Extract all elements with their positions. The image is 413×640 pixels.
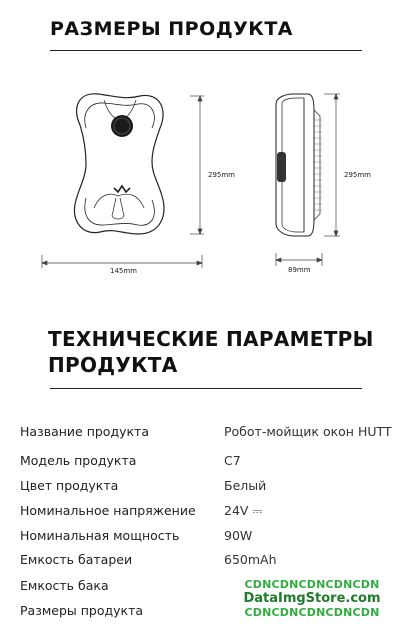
side-width-label: 89mm	[288, 266, 311, 274]
spec-row	[0, 503, 413, 527]
dimensions-diagram	[0, 70, 413, 290]
specs-title-line2: ПРОДУКТА	[48, 353, 178, 377]
side-width-dimension	[276, 253, 322, 266]
robot-front-view	[74, 94, 163, 234]
front-height-label: 295mm	[208, 171, 235, 179]
spec-label: Название продукта	[20, 424, 149, 439]
watermark-line2: DataImgStore.com	[243, 591, 381, 606]
watermark-line1: CDNCDNCDNCDNCDN	[244, 578, 380, 591]
spec-label: Номинальная мощность	[20, 528, 180, 543]
spec-row	[0, 453, 413, 477]
spec-value: C7	[224, 453, 241, 468]
robot-side-ribs	[314, 120, 322, 210]
dimensions-title: РАЗМЕРЫ ПРОДУКТА	[50, 18, 293, 40]
spec-row	[0, 552, 413, 576]
spec-label: Емкость батареи	[20, 552, 133, 567]
front-width-label: 145mm	[110, 267, 137, 275]
spec-label: Емкость бака	[20, 578, 109, 593]
spec-label: Размеры продукта	[20, 603, 144, 618]
side-height-label: 295mm	[344, 171, 371, 179]
specs-title-line1: ТЕХНИЧЕСКИЕ ПАРАМЕТРЫ	[48, 327, 374, 351]
robot-side-handle	[277, 152, 286, 182]
spec-label: Цвет продукта	[20, 478, 119, 493]
spec-value: Робот-мойщик окон HUTT	[224, 424, 392, 439]
spec-row	[0, 528, 413, 552]
title-underline	[50, 50, 362, 51]
watermark	[232, 578, 392, 619]
spec-value: 24V ⎓	[224, 503, 263, 518]
spec-value: Белый	[224, 478, 267, 493]
side-height-dimension	[324, 94, 340, 236]
spec-row	[0, 424, 413, 448]
specs-title	[48, 326, 374, 378]
spec-label: Номинальное напряжение	[20, 503, 196, 518]
spec-value: 650mAh	[224, 552, 277, 567]
spec-value: 90W	[224, 528, 253, 543]
watermark-line3: CDNCDNCDNCDNCDN	[244, 606, 380, 619]
spec-label: Модель продукта	[20, 453, 137, 468]
specs-title-underline	[50, 388, 362, 389]
front-height-dimension	[190, 96, 204, 234]
robot-front-logo	[114, 186, 130, 192]
spec-row	[0, 478, 413, 502]
